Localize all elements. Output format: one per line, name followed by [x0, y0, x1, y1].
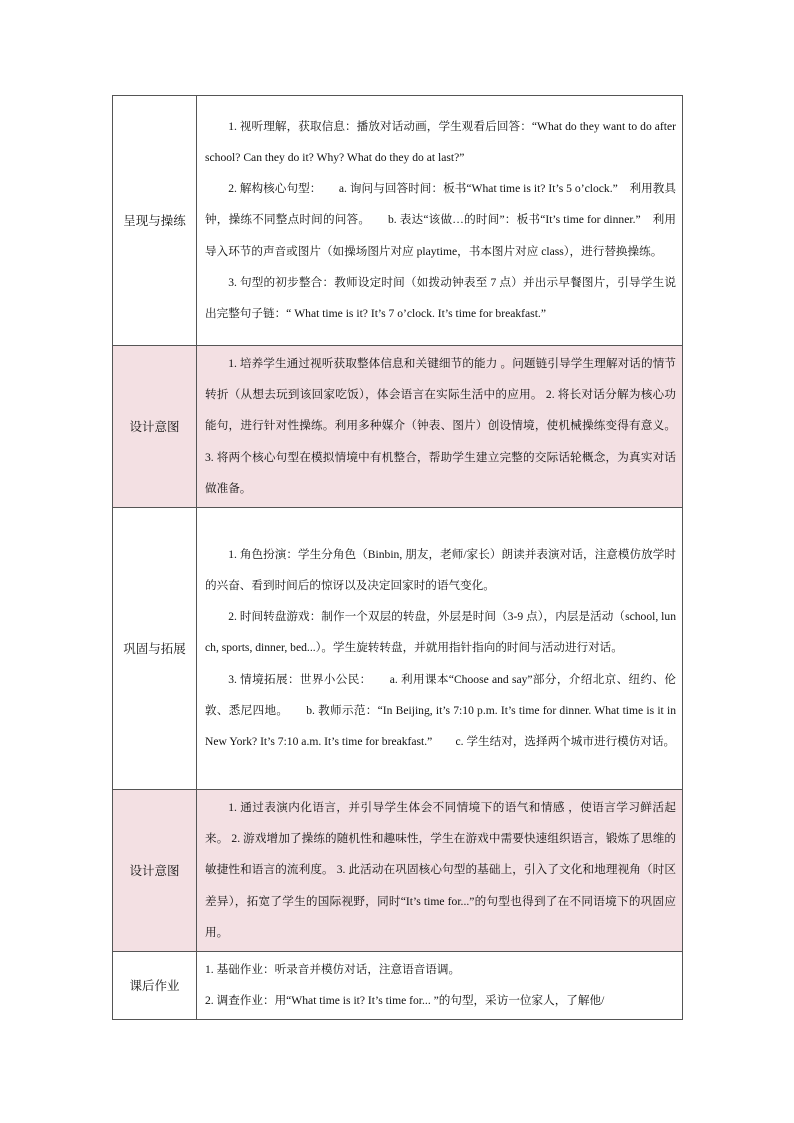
row-content	[197, 790, 683, 952]
table-row-consolidation	[113, 508, 683, 790]
table-row-homework	[113, 952, 683, 1020]
row-content	[197, 508, 683, 790]
paragraph: 2. 解构核心句型： a. 询问与回答时间：板书“What time is it? It’s 5 o’clock.” 利用教具钟，操练不同整点时间的问答。 b. 表达“该做…的时间”：板书“It’s time for dinner.” 利用导入环节的声音或图片（如操场图片对应 playtime，书本图片对应 class），进行替换操练。	[205, 182, 676, 258]
paragraph: 1. 培养学生通过视听获取整体信息和关键细节的能力 。问题链引导学生理解对话的情节转折（从想去玩到该回家吃饭），体会语言在实际生活中的应用。 2. 将长对话分解为核心功能句，进行针对性操练。利用多种媒介（钟表、图片）创设情境，使机械操练变得有意义。 3. 将两个核心句型在模拟情境中有机整合，帮助学生建立完整的交际话轮概念，为真实对话做准备。	[205, 357, 676, 495]
row-label: 巩固与拓展	[113, 508, 197, 790]
table-row-presentation	[113, 96, 683, 346]
paragraph: 3. 情境拓展：世界小公民： a. 利用课本“Choose and say”部分，介绍北京、纽约、伦敦、悉尼四地。 b. 教师示范：“In Beijing, it’s 7:10 p.m. It’s time for dinner. What time is it in New York? It’s 7:10 a.m. It’s time for breakfast.” c. 学生结对，选择两个城市进行模仿对话。	[205, 672, 676, 749]
row-label: 设计意图	[113, 790, 197, 952]
paragraph: 1. 基础作业：听录音并模仿对话，注意语音语调。	[205, 963, 461, 977]
paragraph: 1. 通过表演内化语言，并引导学生体会不同情境下的语气和情感 ，使语言学习鲜活起来。 2. 游戏增加了操练的随机性和趣味性，学生在游戏中需要快速组织语言，锻炼了思维的敏捷性和语言的流利度。 3. 此活动在巩固核心句型的基础上，引入了文化和地理视角（时区差异），拓宽了学生的国际视野，同时“It’s time for...”的句型也得到了在不同语境下的巩固应用。	[205, 801, 676, 939]
row-label: 设计意图	[113, 346, 197, 508]
row-label: 课后作业	[113, 952, 197, 1020]
paragraph: 1. 角色扮演：学生分角色（Binbin, 朋友，老师/家长）朗读并表演对话，注意模仿放学时的兴奋、看到时间后的惊讶以及决定回家时的语气变化。	[205, 547, 676, 592]
row-content	[197, 346, 683, 508]
row-content	[197, 96, 683, 346]
lesson-plan-table	[112, 95, 683, 1020]
paragraph: 2. 调查作业：用“What time is it? It’s time for... ”的句型，采访一位家人，了解他/	[205, 994, 605, 1008]
table-row-design-intent-2	[113, 790, 683, 952]
paragraph: 2. 时间转盘游戏：制作一个双层的转盘，外层是时间（3-9 点），内层是活动（school, lunch, sports, dinner, bed...）。学生旋转转盘，并就用指针指向的时间与活动进行对话。	[205, 610, 676, 655]
paragraph: 1. 视听理解，获取信息：播放对话动画，学生观看后回答：“What do they want to do after school? Can they do it? Why? What do they do at last?”	[205, 119, 676, 164]
table-row-design-intent-1	[113, 346, 683, 508]
paragraph: 3. 句型的初步整合：教师设定时间（如拨动钟表至 7 点）并出示早餐图片，引导学生说出完整句子链：“ What time is it? It’s 7 o’clock. It’s time for breakfast.”	[205, 275, 676, 320]
row-content	[197, 952, 683, 1020]
row-label: 呈现与操练	[113, 96, 197, 346]
